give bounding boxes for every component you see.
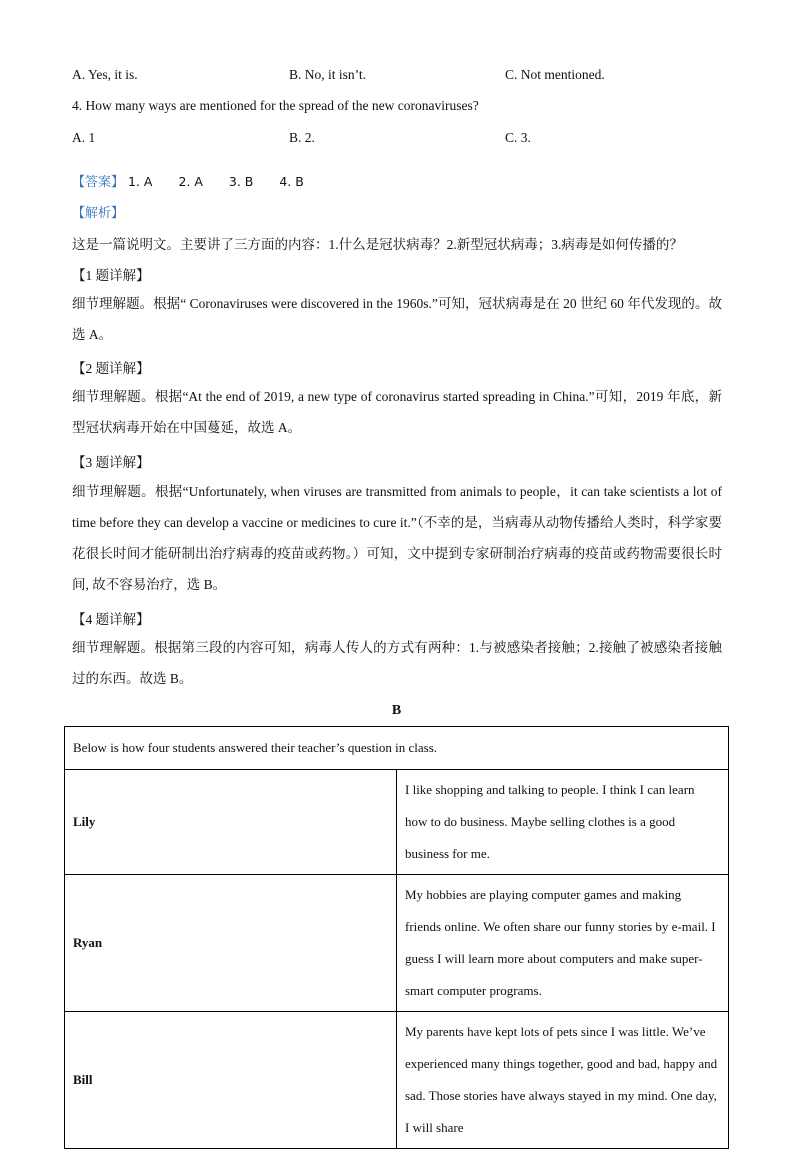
student-name: Lily: [65, 770, 397, 875]
detail-2-title: 【2 题详解】: [72, 361, 150, 376]
q3-option-b: B. No, it isn’t.: [289, 67, 367, 82]
student-answer: I like shopping and talking to people. I think I can learn how to do business. Maybe selling clothes is a good business for me.: [397, 770, 729, 875]
analysis-intro: 这是一篇说明文。主要讲了三方面的内容：1.什么是冠状病毒？2.新型冠状病毒；3.病毒是如何传播的？: [72, 237, 683, 252]
student-answers-table: [64, 726, 729, 1149]
detail-2-text: 细节理解题。根据“At the end of 2019, a new type of coronavirus started spreading in China.”可知，2019 年底，新型冠状病毒开始在中国蔓延，故选 A。: [72, 389, 722, 435]
table-row: [65, 727, 729, 770]
detail-1-title: 【1 题详解】: [72, 268, 150, 283]
section-b-title: B: [391, 703, 402, 718]
student-answer: My parents have kept lots of pets since I was little. We’ve experienced many things together, good and bad, happy and sad. Those stories have always stayed in my mind. One day, I will share: [397, 1012, 729, 1149]
answer-item-4: 4. B: [279, 174, 304, 189]
detail-3-title: 【3 题详解】: [72, 455, 150, 470]
q3-option-c: C. Not mentioned.: [505, 67, 605, 82]
table-row: [65, 1012, 729, 1149]
q4-option-a: A. 1: [72, 130, 96, 145]
student-answer: My hobbies are playing computer games and making friends online. We often share our funny stories by e-mail. I guess I will learn more about computers and make super-smart computer programs.: [397, 875, 729, 1012]
detail-3-text: 细节理解题。根据“Unfortunately, when viruses are transmitted from animals to people，it can take scientists a lot of time before they can develop a vaccine or medicines to cure it.”（不幸的是，当病毒从动物传播给人类时，科学家要花很长时间才能研制出治疗病毒的疫苗或药物。）可知，文中提到专家研制治疗病毒的疫苗或药物需要很长时间, 故不容易治疗，选 B。: [72, 484, 722, 592]
q3-option-a: A. Yes, it is.: [72, 67, 138, 82]
q4-option-c: C. 3.: [505, 130, 531, 145]
q4-option-b: B. 2.: [289, 130, 315, 145]
student-name: Bill: [65, 1012, 397, 1149]
answer-line: [72, 171, 326, 190]
answer-item-1: 1. A: [128, 174, 153, 189]
answer-item-2: 2. A: [178, 174, 203, 189]
table-intro: Below is how four students answered their teacher’s question in class.: [65, 727, 729, 770]
table-row: [65, 770, 729, 875]
answer-label: 【答案】: [72, 175, 125, 190]
table-row: [65, 875, 729, 1012]
detail-1-text: 细节理解题。根据“ Coronaviruses were discovered in the 1960s.”可知，冠状病毒是在 20 世纪 60 年代发现的。故选 A。: [72, 296, 722, 342]
q4-question: 4. How many ways are mentioned for the spread of the new coronaviruses?: [72, 98, 479, 113]
detail-4-title: 【4 题详解】: [72, 612, 150, 627]
detail-4-text: 细节理解题。根据第三段的内容可知，病毒人传人的方式有两种：1.与被感染者接触；2.接触了被感染者接触过的东西。故选 B。: [72, 640, 722, 686]
analysis-label: 【解析】: [72, 206, 125, 221]
answer-item-3: 3. B: [228, 174, 254, 189]
student-name: Ryan: [65, 875, 397, 1012]
